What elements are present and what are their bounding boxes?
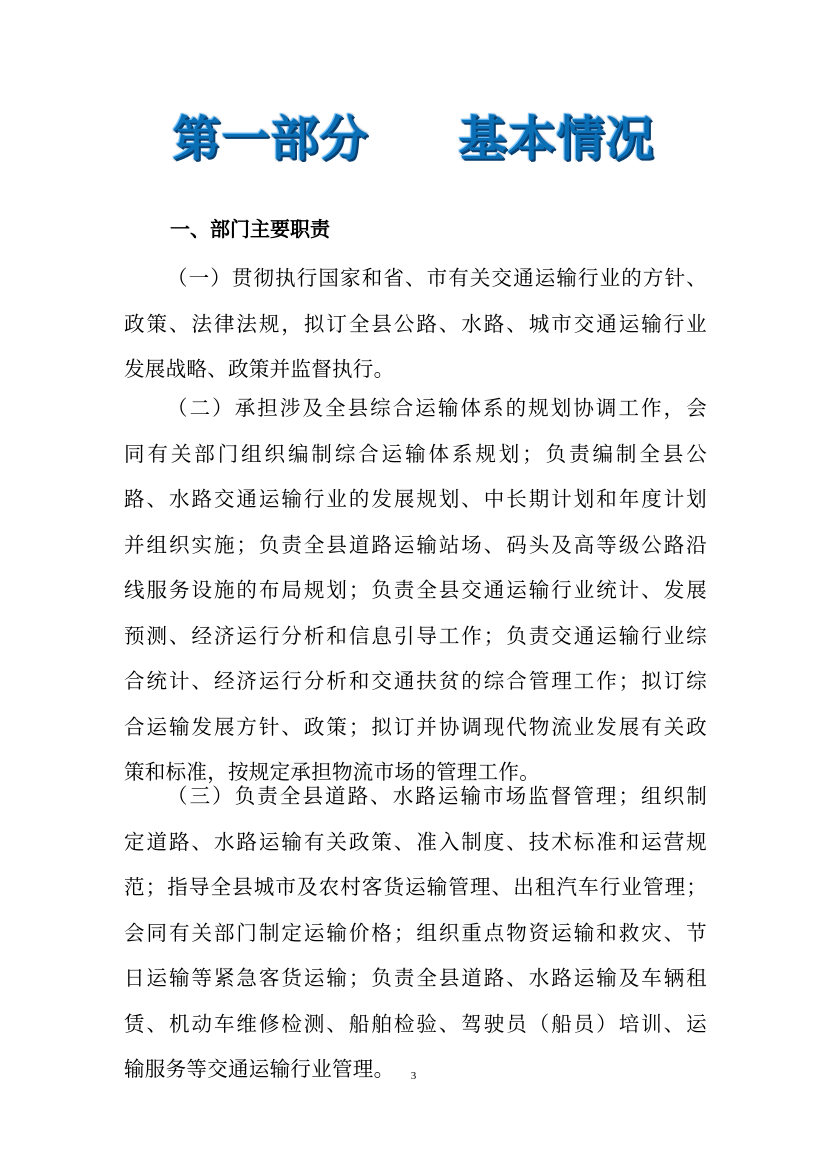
paragraph-line: 会同有关部门制定运输价格；组织重点物资运输和救灾、节: [124, 920, 707, 945]
paragraph-line: 线服务设施的布局规划；负责全县交通运输行业统计、发展: [124, 578, 707, 602]
paragraph-line: 同有关部门组织编制综合运输体系规划；负责编制全县公: [124, 441, 707, 466]
paragraph-line: 日运输等紧急客货运输；负责全县道路、水路运输及车辆租: [124, 966, 707, 990]
paragraph-2: [124, 386, 707, 796]
page-title: [0, 100, 827, 170]
paragraph-line: 预测、经济运行分析和信息引导工作；负责交通运输行业综: [124, 623, 707, 648]
paragraph-line: 策和标准，按规定承担物流市场的管理工作。: [124, 760, 540, 784]
paragraph-line: 合统计、经济运行分析和交通扶贫的综合管理工作；拟订综: [124, 669, 707, 693]
paragraph-line: 合运输发展方针、政策；拟订并协调现代物流业发展有关政: [124, 714, 707, 739]
page-number: 3: [410, 1070, 417, 1082]
title-part-2: 基本情况: [458, 111, 655, 167]
paragraph-line: 定道路、水路运输有关政策、准入制度、技术标准和运营规: [124, 829, 707, 854]
paragraph-line: （二）承担涉及全县综合运输体系的规划协调工作，会: [167, 396, 707, 420]
title-part-1: 第一部分: [172, 111, 369, 167]
section-heading: 一、部门主要职责: [170, 217, 330, 241]
paragraph-line: （三）负责全县道路、水路运输市场监督管理；组织制: [167, 784, 707, 808]
paragraph-line: 政策、法律法规，拟订全县公路、水路、城市交通运输行业: [124, 311, 707, 336]
paragraph-line: （一）贯彻执行国家和省、市有关交通运输行业的方针、: [167, 266, 707, 290]
paragraph-3: [124, 774, 707, 1093]
paragraph-line: 赁、机动车维修检测、船舶检验、驾驶员（船员）培训、运: [124, 1011, 707, 1036]
paragraph-line: 范；指导全县城市及农村客货运输管理、出租汽车行业管理；: [124, 875, 707, 899]
paragraph-line: 路、水路交通运输行业的发展规划、中长期计划和年度计划: [124, 487, 707, 511]
paragraph-line: 发展战略、政策并监督执行。: [124, 357, 395, 381]
paragraph-line: 输服务等交通运输行业管理。: [124, 1057, 395, 1081]
paragraph-1: [124, 256, 707, 393]
paragraph-line: 并组织实施；负责全县道路运输站场、码头及高等级公路沿: [124, 532, 707, 557]
